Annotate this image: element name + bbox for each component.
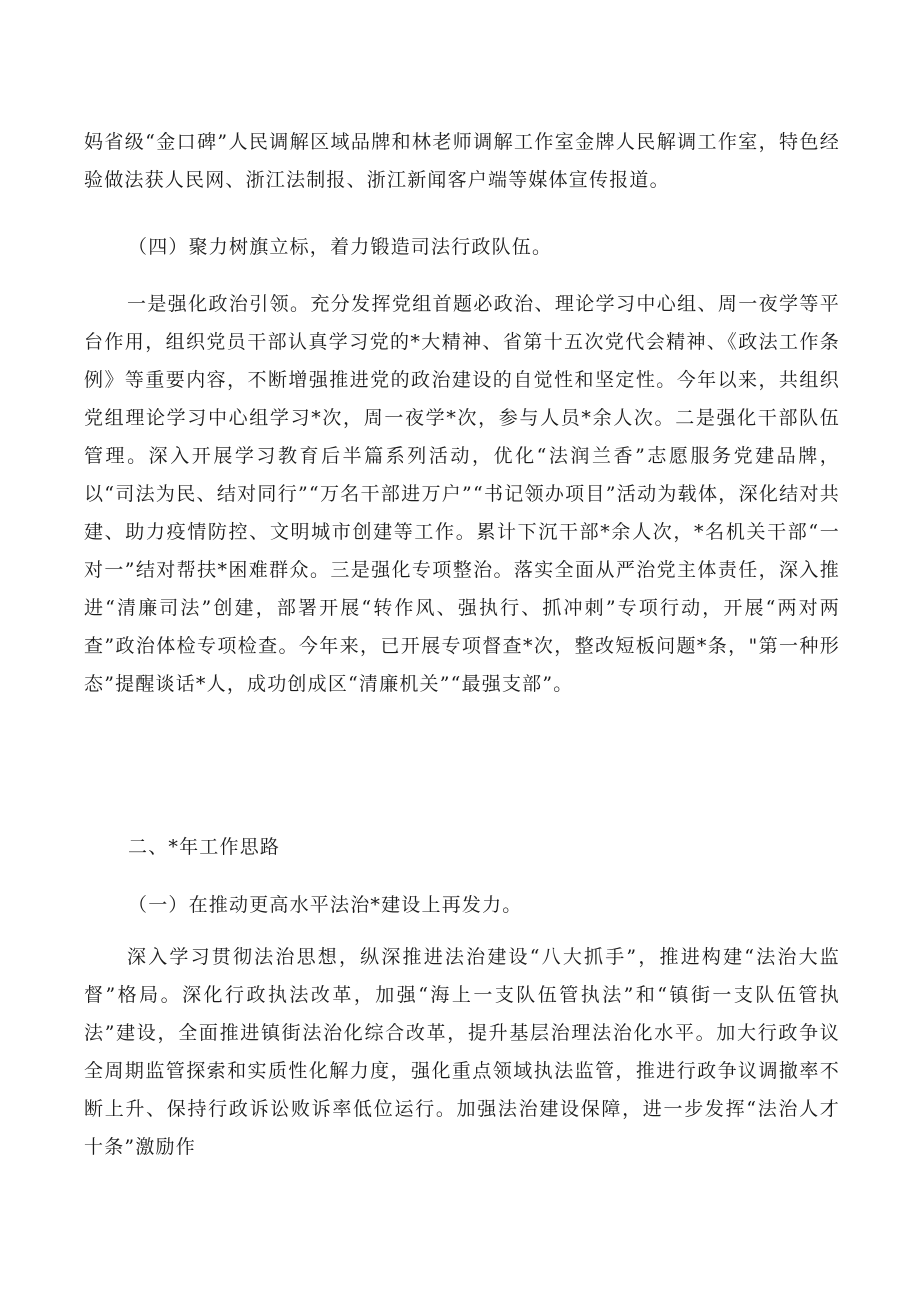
paragraph-section-1: 深入学习贯彻法治思想，纵深推进法治建设“八大抓手”，推进构建“法治大监督”格局。深化行政执法改革，加强“海上一支队伍管执法”和“镇街一支队伍管执法”建设，全面推进镇街法治化综合改革，提升基层治理法治化水平。加大行政争议全周期监管探索和实质性化解力度，强化重点领域执法监管，推进行政争议调撤率不断上升、保持行政诉讼败诉率低位运行。加强法治建设保障，进一步发挥“法治人才十条”激励作	[84, 946, 840, 1158]
section-heading-1: （一）在推动更高水平法治*建设上再发力。	[128, 894, 523, 916]
part-heading-2: 二、*年工作思路	[128, 836, 281, 858]
paragraph-continuation: 妈省级“金口碑”人民调解区域品牌和林老师调解工作室金牌人民解调工作室，特色经验做法获人民网、浙江法制报、浙江新闻客户端等媒体宣传报道。	[84, 131, 840, 191]
paragraph-section-4: 一是强化政治引领。充分发挥党组首题必政治、理论学习中心组、周一夜学等平台作用，组织党员干部认真学习党的*大精神、省第十五次党代会精神、《政法工作条例》等重要内容，不断增强推进党的政治建设的自觉性和坚定性。今年以来，共组织党组理论学习中心组学习*次，周一夜学*次，参与人员*余人次。二是强化干部队伍管理。深入开展学习教育后半篇系列活动，优化“法润兰香”志愿服务党建品牌，以“司法为民、结对同行”“万名干部进万户”“书记领办项目”活动为载体，深化结对共建、助力疫情防控、文明城市创建等工作。累计下沉干部*余人次，*名机关干部“一对一”结对帮扶*困难群众。三是强化专项整治。落实全面从严治党主体责任，深入推进“清廉司法”创建，部署开展“转作风、强执行、抓冲刺”专项行动，开展“两对两查”政治体检专项检查。今年来，已开展专项督查*次，整改短板问题*条，"第一种形态”提醒谈话*人，成功创成区“清廉机关”“最强支部”。	[84, 293, 840, 695]
section-heading-4: （四）聚力树旗立标，着力锻造司法行政队伍。	[128, 236, 553, 258]
